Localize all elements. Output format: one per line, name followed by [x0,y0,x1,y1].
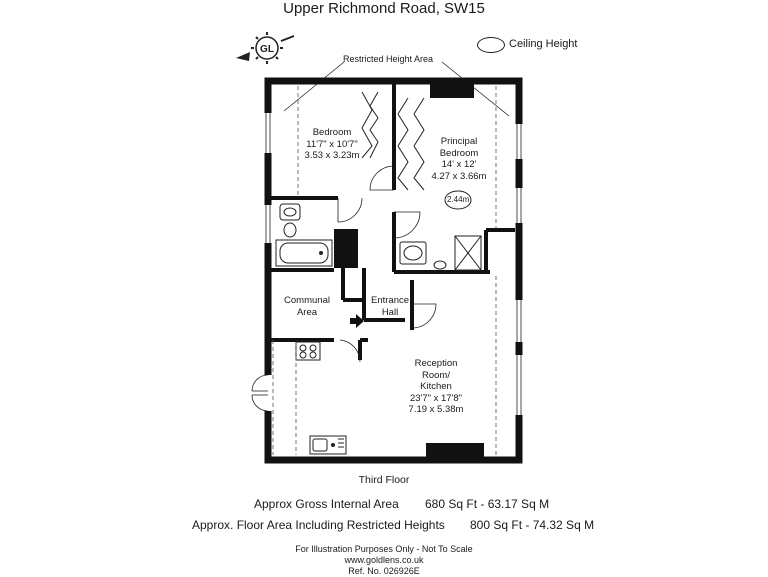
room-name: Communal [284,295,330,306]
room-imperial: 23'7" x 17'8" [409,392,463,404]
room-name-2: Bedroom [439,147,479,159]
compass-logo-icon [236,32,294,64]
room-name-2: Hall [381,306,399,318]
ceiling-height-value: 2.44m [447,195,470,204]
room-imperial: 11'7" x 10'7" [306,138,358,150]
room-name: Entrance [370,295,410,306]
reference-number: Ref. No. 026926E [348,566,420,576]
gross-area-value: 680 Sq Ft - 63.17 Sq M [425,497,550,511]
room-communal-area [278,295,336,318]
gross-area-label: Approx Gross Internal Area [254,497,399,511]
room-principal-bedroom [426,136,492,182]
room-name: Bedroom [312,127,352,138]
ceiling-height-legend-label: Ceiling Height [509,38,578,50]
room-metric: 7.19 x 5.38m [408,404,464,415]
disclaimer-text: For Illustration Purposes Only - Not To Scale [295,544,473,554]
restricted-area-value: 800 Sq Ft - 74.32 Sq M [470,518,595,532]
room-bedroom [296,127,368,162]
room-name-2: Area [296,306,318,318]
room-name-3: Kitchen [420,381,452,392]
room-imperial: 14' x 12' [441,159,477,170]
room-metric: 3.53 x 3.23m [304,150,360,161]
website-link[interactable]: www.goldlens.co.uk [344,555,424,565]
room-reception-kitchen [400,358,472,416]
floor-label: Third Floor [358,474,410,486]
restricted-area-label: Approx. Floor Area Including Restricted Heights [192,518,445,532]
page-title: Upper Richmond Road, SW15 [283,0,485,17]
room-metric: 4.27 x 3.66m [431,170,487,182]
room-name: Principal [440,136,478,147]
room-name: Reception [414,358,458,369]
room-name-2: Room/ [422,369,450,381]
logo-text: GL [260,44,274,55]
restricted-height-label: Restricted Height Area [343,54,434,64]
room-entrance-hall [366,295,414,318]
